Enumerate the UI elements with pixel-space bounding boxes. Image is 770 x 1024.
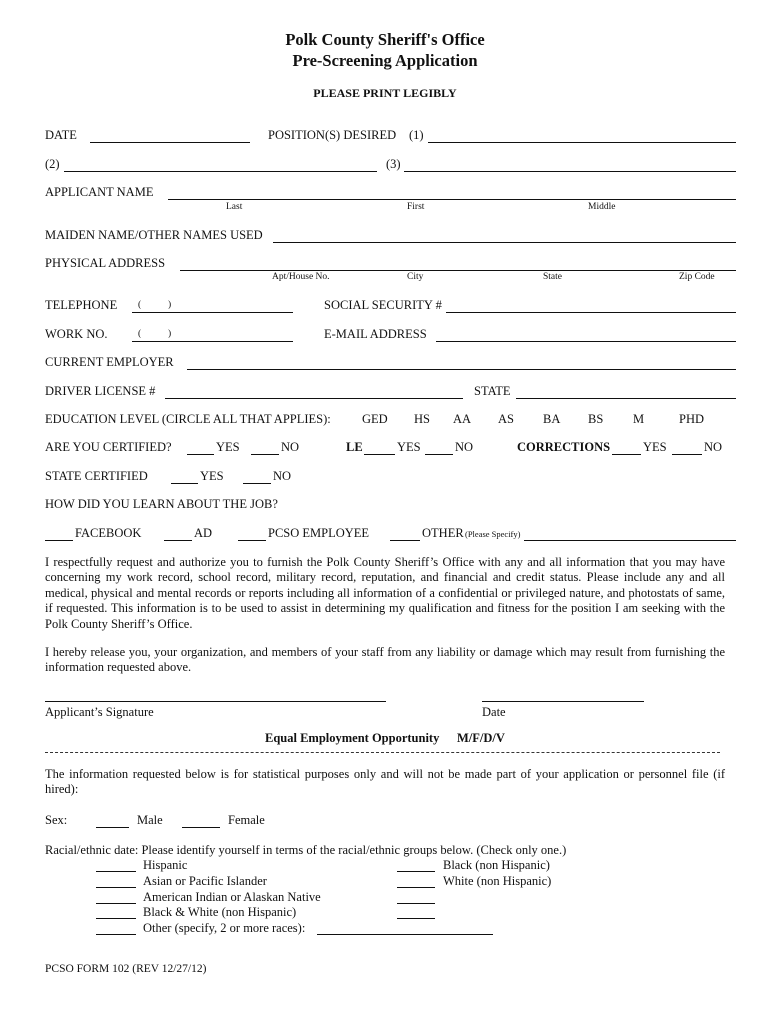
address-zip-hint: Zip Code [679, 272, 715, 282]
position-2-label: (2) [45, 157, 60, 171]
corrections-no-blank[interactable] [672, 454, 702, 455]
telephone-paren-close: ) [168, 300, 172, 310]
education-label: EDUCATION LEVEL (CIRCLE ALL THAT APPLIES): [45, 412, 331, 426]
signature-label: Applicant’s Signature [45, 705, 154, 719]
race-blank[interactable] [96, 887, 136, 888]
applicant-name-field[interactable] [168, 199, 736, 200]
date-field[interactable] [90, 142, 250, 143]
section-divider [45, 752, 720, 753]
email-label: E-MAIL ADDRESS [324, 327, 427, 341]
female-blank[interactable] [182, 827, 220, 828]
license-label: DRIVER LICENSE # [45, 384, 156, 398]
other-blank[interactable] [390, 540, 420, 541]
race-blank[interactable] [96, 903, 136, 904]
eeo-statement: The information requested below is for statistical purposes only and will not be made part of your application or personnel file (if hired): [45, 767, 725, 797]
education-option[interactable]: M [633, 412, 645, 426]
form-number: PCSO FORM 102 (REV 12/27/12) [45, 963, 207, 975]
le-yes-label: YES [397, 440, 421, 454]
employer-label: CURRENT EMPLOYER [45, 355, 174, 369]
telephone-field[interactable] [132, 312, 293, 313]
applicant-name-label: APPLICANT NAME [45, 185, 154, 199]
education-option[interactable]: BS [588, 412, 604, 426]
print-instruction: PLEASE PRINT LEGIBLY [313, 86, 457, 100]
certified-no-blank[interactable] [251, 454, 279, 455]
address-state-hint: State [543, 272, 562, 282]
ad-option: AD [194, 526, 213, 540]
signature-date-field[interactable] [482, 701, 644, 702]
state-certified-no-label: NO [273, 469, 292, 483]
eeo-title: Equal Employment Opportunity [265, 731, 440, 745]
education-option[interactable]: AS [498, 412, 514, 426]
name-first-hint: First [407, 202, 425, 212]
female-option: Female [228, 813, 265, 827]
work-no-field[interactable] [132, 341, 293, 342]
employer-field[interactable] [187, 369, 736, 370]
le-no-blank[interactable] [425, 454, 453, 455]
name-last-hint: Last [226, 202, 243, 212]
position-1-label: (1) [409, 128, 424, 142]
pcso-employee-option: PCSO EMPLOYEE [268, 526, 370, 540]
male-blank[interactable] [96, 827, 129, 828]
ssn-label: SOCIAL SECURITY # [324, 298, 442, 312]
race-option: Black (non Hispanic) [443, 858, 550, 872]
education-option[interactable]: PHD [679, 412, 705, 426]
corrections-yes-blank[interactable] [612, 454, 641, 455]
education-option[interactable]: AA [453, 412, 472, 426]
state-label: STATE [474, 384, 511, 398]
release-paragraph: I hereby release you, your organization, and members of your staff from any liability or damage which may result from furnishing the information requested above. [45, 645, 725, 675]
education-option[interactable]: HS [414, 412, 430, 426]
state-field[interactable] [516, 398, 736, 399]
address-apt-hint: Apt/House No. [272, 272, 330, 282]
signature-date-label: Date [482, 705, 506, 719]
maiden-name-label: MAIDEN NAME/OTHER NAMES USED [45, 228, 263, 242]
facebook-option: FACEBOOK [75, 526, 142, 540]
race-blank[interactable] [397, 871, 435, 872]
telephone-paren-open: ( [138, 300, 142, 310]
certified-yes-label: YES [216, 440, 240, 454]
education-option[interactable]: BA [543, 412, 561, 426]
maiden-name-field[interactable] [273, 242, 736, 243]
position-3-label: (3) [386, 157, 401, 171]
race-blank[interactable] [96, 934, 136, 935]
address-city-hint: City [407, 272, 424, 282]
license-field[interactable] [165, 398, 463, 399]
state-certified-yes-blank[interactable] [171, 483, 198, 484]
signature-field[interactable] [45, 701, 386, 702]
authorization-paragraph: I respectfully request and authorize you to furnish the Polk County Sheriff’s Office with any and all information that you may have concerning my work record, school record, military record, reputation, and financial and credit status. Please include any and all medical, physical and mental records or reports including all information of a confidential or privileged nature, and photostats of same, if requested. This information is to be used to assist in determining my qualification and fitness for the position I am seeking with the Polk County Sheriff’s Office. [45, 555, 725, 631]
other-note: (Please Specify) [465, 529, 521, 539]
le-no-label: NO [455, 440, 474, 454]
position-2-field[interactable] [64, 171, 377, 172]
form-subtitle: Pre-Screening Application [292, 51, 478, 70]
form-title: Polk County Sheriff's Office [285, 30, 485, 49]
position-3-field[interactable] [404, 171, 736, 172]
work-no-label: WORK NO. [45, 327, 108, 341]
race-blank[interactable] [96, 871, 136, 872]
other-specify-field[interactable] [524, 540, 736, 541]
le-label: LE [346, 440, 363, 454]
work-paren-open: ( [138, 329, 142, 339]
race-option: Asian or Pacific Islander [143, 874, 267, 888]
race-blank[interactable] [397, 887, 435, 888]
race-blank[interactable] [397, 903, 435, 904]
positions-label: POSITION(S) DESIRED [268, 128, 397, 142]
work-paren-close: ) [168, 329, 172, 339]
address-label: PHYSICAL ADDRESS [45, 256, 166, 270]
education-option[interactable]: GED [362, 412, 388, 426]
race-blank[interactable] [397, 918, 435, 919]
address-field[interactable] [180, 270, 736, 271]
eeo-codes: M/F/D/V [457, 731, 505, 745]
corrections-yes-label: YES [643, 440, 667, 454]
telephone-label: TELEPHONE [45, 298, 118, 312]
race-option: White (non Hispanic) [443, 874, 552, 888]
position-1-field[interactable] [428, 142, 736, 143]
corrections-no-label: NO [704, 440, 723, 454]
state-certified-label: STATE CERTIFIED [45, 469, 148, 483]
date-label: DATE [45, 128, 77, 142]
name-middle-hint: Middle [588, 202, 616, 212]
race-option: American Indian or Alaskan Native [143, 890, 321, 904]
state-certified-yes-label: YES [200, 469, 224, 483]
other-option: OTHER [422, 526, 464, 540]
race-blank[interactable] [96, 918, 136, 919]
race-other-specify-field[interactable] [317, 934, 493, 935]
le-yes-blank[interactable] [364, 454, 395, 455]
email-field[interactable] [436, 341, 736, 342]
race-option: Hispanic [143, 858, 188, 872]
certified-no-label: NO [281, 440, 300, 454]
racial-intro: Racial/ethnic date: Please identify yourself in terms of the racial/ethnic groups below. (Check only one.) [45, 843, 567, 857]
learn-label: HOW DID YOU LEARN ABOUT THE JOB? [45, 497, 278, 511]
corrections-label: CORRECTIONS [517, 440, 611, 454]
male-option: Male [137, 813, 163, 827]
facebook-blank[interactable] [45, 540, 73, 541]
state-certified-no-blank[interactable] [243, 483, 271, 484]
ssn-field[interactable] [446, 312, 736, 313]
race-option: Black & White (non Hispanic) [143, 905, 297, 919]
race-option-other: Other (specify, 2 or more races): [143, 921, 306, 935]
pcso-employee-blank[interactable] [238, 540, 266, 541]
certified-yes-blank[interactable] [187, 454, 214, 455]
sex-label: Sex: [45, 813, 68, 827]
certified-label: ARE YOU CERTIFIED? [45, 440, 172, 454]
ad-blank[interactable] [164, 540, 192, 541]
